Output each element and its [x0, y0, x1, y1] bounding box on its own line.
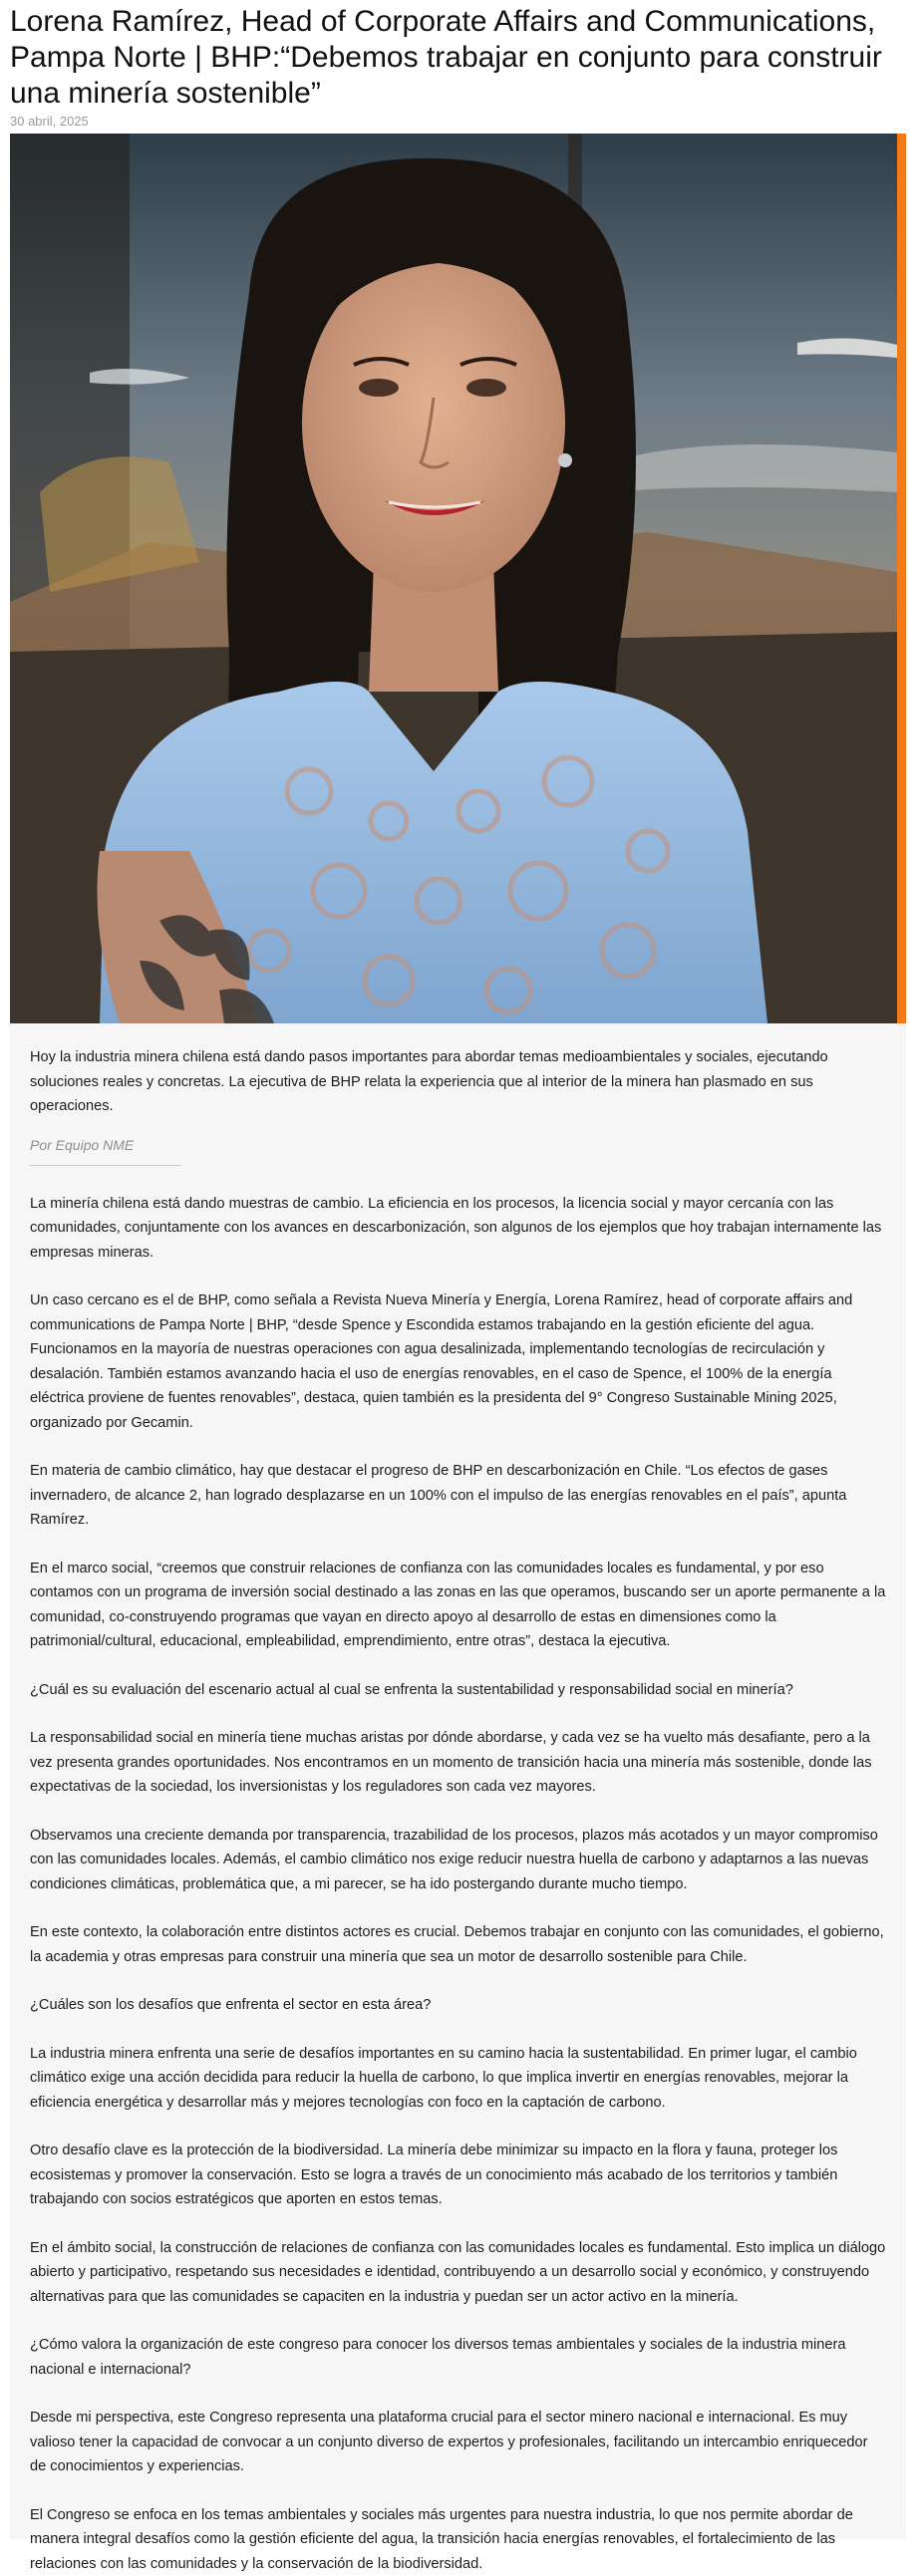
- paragraph: Desde mi perspectiva, este Congreso representa una plataforma crucial para el sector minero nacional e internacional. Es muy valioso tener la capacidad de convocar a un conjunto diverso de expertos y profesionales, facilitando un intercambio enriquecedor de conocimientos y experiencias.: [30, 2406, 886, 2479]
- paragraph: La minería chilena está dando muestras de cambio. La eficiencia en los procesos, la licencia social y mayor cercanía con las comunidades, conjuntamente con los avances en descarbonización, son algunos de los ejemplos que hoy trabajan internamente las empresas mineras.: [30, 1192, 886, 1266]
- paragraph: La responsabilidad social en minería tiene muchas aristas por dónde abordarse, y cada vez se ha vuelto más desafiante, pero a la vez presenta grandes oportunidades. Nos encontramos en un momento de transición hacia una minería más sostenible, donde las expectativas de la sociedad, los inversionistas y los reguladores son cada vez mayores.: [30, 1726, 886, 1800]
- paragraph: En el ámbito social, la construcción de relaciones de confianza con las comunidades locales es fundamental. Esto implica un diálogo abierto y participativo, respetando sus necesidades e identidad, contribuyendo a un desarrollo social y económico, y construyendo alternativas para que las comunidades se capaciten en la industria y puedan ser un actor activo en la minería.: [30, 2236, 886, 2310]
- paragraph: En el marco social, “creemos que construir relaciones de confianza con las comunidades locales es fundamental, y por eso contamos con un programa de inversión social destinado a las zonas en las que operamos, buscando ser un aporte permanente a la comunidad, co-construyendo programas que vayan en directo apoyo al desarrollo de estas en dimensiones como la patrimonial/cultural, educacional, empleabilidad, emprendimiento, entre otras”, destaca la ejecutiva.: [30, 1557, 886, 1654]
- article-title: Lorena Ramírez, Head of Corporate Affairs and Communications, Pampa Norte | BHP:“Debemos trabajar en conjunto para construir una minería sostenible”: [10, 4, 887, 112]
- paragraph: El Congreso se enfoca en los temas ambientales y sociales más urgentes para nuestra industria, lo que nos permite abordar de manera integral desafíos como la gestión eficiente del agua, la transición hacia energías renovables, el fortalecimiento de las relaciones con las comunidades y la conservación de la biodiversidad.: [30, 2503, 886, 2576]
- paragraph: En este contexto, la colaboración entre distintos actores es crucial. Debemos trabajar en conjunto con las comunidades, el gobierno, la academia y otras empresas para construir una minería que sea un motor de desarrollo sostenible para Chile.: [30, 1920, 886, 1969]
- paragraph: En materia de cambio climático, hay que destacar el progreso de BHP en descarbonización en Chile. “Los efectos de gases invernadero, de alcance 2, han logrado desplazarse en un 100% con el impulso de las energías renovables en el país”, apunta Ramírez.: [30, 1459, 886, 1533]
- paragraph: Observamos una creciente demanda por transparencia, trazabilidad de los procesos, plazos más acotados y un mayor compromiso con las comunidades locales. Además, el cambio climático nos exige reducir nuestra huella de carbono y adaptarnos a las nuevas condiciones climáticas, problemática que, a mi parecer, se ha ido postergando durante mucho tiempo.: [30, 1824, 886, 1897]
- publish-date: 30 abril, 2025: [10, 114, 89, 129]
- accent-bar: [897, 134, 906, 1023]
- article-lead: Hoy la industria minera chilena está dando pasos importantes para abordar temas medioambientales y sociales, ejecutando soluciones reales y concretas. La ejecutiva de BHP relata la experiencia que al interior de la minera han plasmado en sus operaciones.: [30, 1045, 886, 1119]
- divider: [30, 1165, 181, 1166]
- interview-question: ¿Cuáles son los desafíos que enfrenta el sector en esta área?: [30, 1993, 886, 2018]
- paragraph: La industria minera enfrenta una serie de desafíos importantes en su camino hacia la sustentabilidad. En primer lugar, el cambio climático exige una acción decidida para reducir la huella de carbono, lo que implica invertir en energías renovables, mejorar la eficiencia energética y desarrollar más y mejores tecnologías con foco en la captación de carbono.: [30, 2042, 886, 2116]
- paragraph: Un caso cercano es el de BHP, como señala a Revista Nueva Minería y Energía, Lorena Ramírez, head of corporate affairs and communications de Pampa Norte | BHP, “desde Spence y Escondida estamos trabajando en la gestión eficiente del agua. Funcionamos en la mayoría de nuestras operaciones con agua desalinizada, implementando tecnologías de recirculación y desalación. También estamos avanzando hacia el uso de energías renovables, en el caso de Spence, el 100% de la energía eléctrica proviene de fuentes renovables”, destaca, quien también es la presidenta del 9° Congreso Sustainable Mining 2025, organizado por Gecamin.: [30, 1288, 886, 1435]
- portrait-illustration: [10, 134, 897, 1023]
- paragraph: Otro desafío clave es la protección de la biodiversidad. La minería debe minimizar su impacto en la flora y fauna, proteger los ecosistemas y promover la conservación. Esto se logra a través de un conocimiento más acabado de los territorios y también trabajando con socios estratégicos que aporten en estos temas.: [30, 2139, 886, 2212]
- hero-photo: [10, 134, 906, 1023]
- interview-question: ¿Cómo valora la organización de este congreso para conocer los diversos temas ambientales y sociales de la industria minera nacional e internacional?: [30, 2333, 886, 2382]
- article-body: [10, 1023, 906, 2539]
- interview-question: ¿Cuál es su evaluación del escenario actual al cual se enfrenta la sustentabilidad y responsabilidad social en minería?: [30, 1678, 886, 1703]
- author-byline: Por Equipo NME: [30, 1137, 886, 1153]
